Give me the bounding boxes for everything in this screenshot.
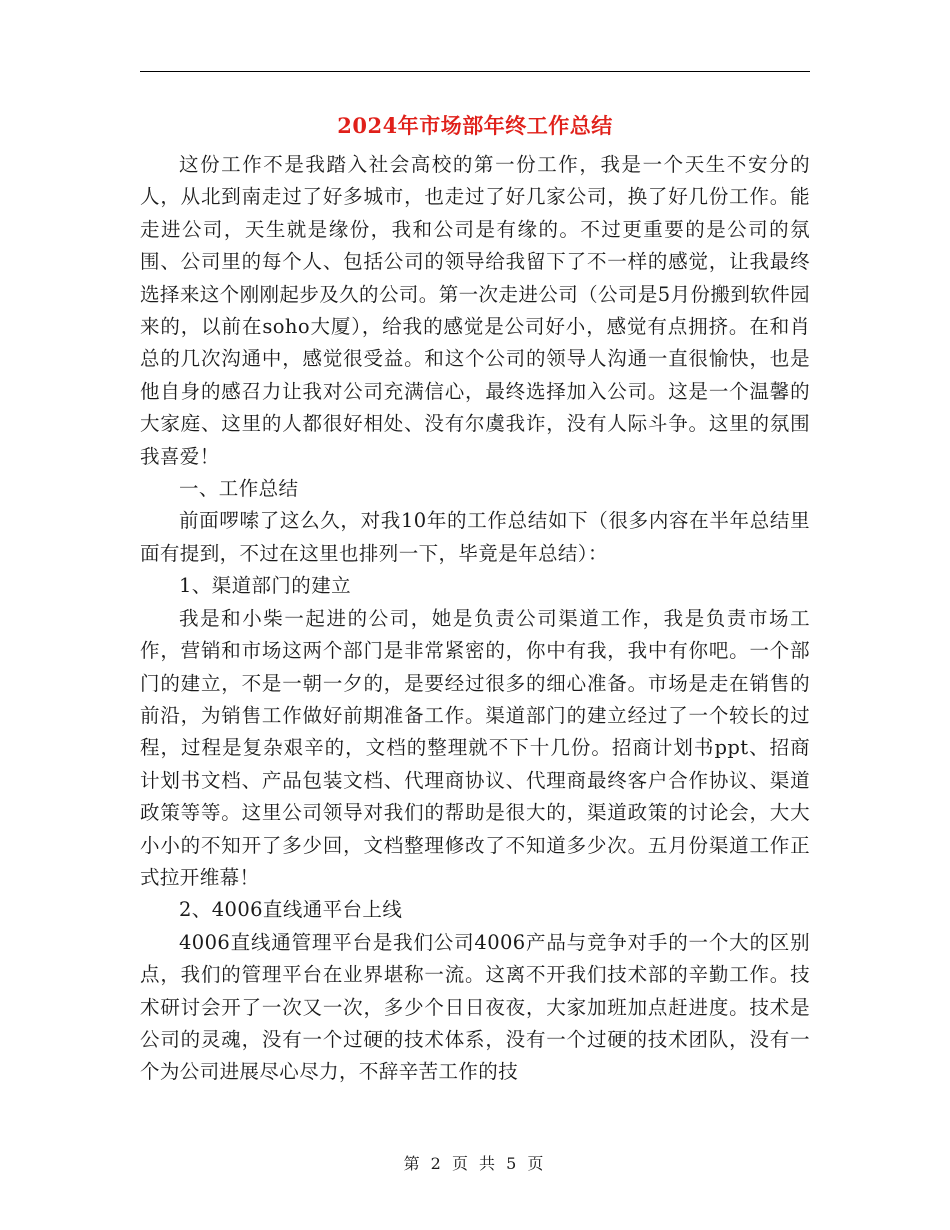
subheading-platform-launch: 2、4006直线通平台上线 xyxy=(179,898,403,922)
summary-intro-paragraph: 前面啰嗦了这么久，对我10年的工作总结如下（很多内容在半年总结里面有提到，不过在这里也排列一下，毕竟是年总结）： xyxy=(140,509,810,565)
document-title: 2024年市场部年终工作总结 xyxy=(337,113,613,138)
document-body xyxy=(140,149,810,1089)
subheading-channel-department: 1、渠道部门的建立 xyxy=(179,574,352,598)
channel-department-paragraph: 我是和小柴一起进的公司，她是负责公司渠道工作，我是负责市场工作，营销和市场这两个部门是非常紧密的，你中有我，我中有你吧。一个部门的建立，不是一朝一夕的，是要经过很多的细心准备。市场是走在销售的前沿，为销售工作做好前期准备工作。渠道部门的建立经过了一个较长的过程，过程是复杂艰辛的，文档的整理就不下十几份。招商计划书ppt、招商计划书文档、产品包装文档、代理商协议、代理商最终客户合作协议、渠道政策等等。这里公司领导对我们的帮助是很大的，渠道政策的讨论会，大大小小的不知开了多少回，文档整理修改了不知道多少次。五月份渠道工作正式拉开维幕！ xyxy=(140,606,810,889)
page-number: 第 2 页 共 5 页 xyxy=(403,1154,547,1173)
header-rule xyxy=(140,71,810,72)
section-heading-work-summary: 一、工作总结 xyxy=(179,477,299,501)
platform-launch-paragraph: 4006直线通管理平台是我们公司4006产品与竞争对手的一个大的区别点，我们的管理平台在业界堪称一流。这离不开我们技术部的辛勤工作。技术研讨会开了一次又一次，多少个日日夜夜，大家加班加点赶进度。技术是公司的灵魂，没有一个过硬的技术体系，没有一个过硬的技术团队，没有一个为公司进展尽心尽力，不辞辛苦工作的技 xyxy=(140,930,810,1084)
intro-paragraph: 这份工作不是我踏入社会高校的第一份工作，我是一个天生不安分的人，从北到南走过了好多城市，也走过了好几家公司，换了好几份工作。能走进公司，天生就是缘份，我和公司是有缘的。不过更重要的是公司的氛围、公司里的每个人、包括公司的领导给我留下了不一样的感觉，让我最终选择来这个刚刚起步及久的公司。第一次走进公司（公司是5月份搬到软件园来的，以前在soho大厦），给我的感觉是公司好小，感觉有点拥挤。在和肖总的几次沟通中，感觉很受益。和这个公司的领导人沟通一直很愉快，也是他自身的感召力让我对公司充满信心，最终选择加入公司。这是一个温馨的大家庭、这里的人都很好相处、没有尔虞我诈，没有人际斗争。这里的氛围我喜爱！ xyxy=(140,153,810,468)
